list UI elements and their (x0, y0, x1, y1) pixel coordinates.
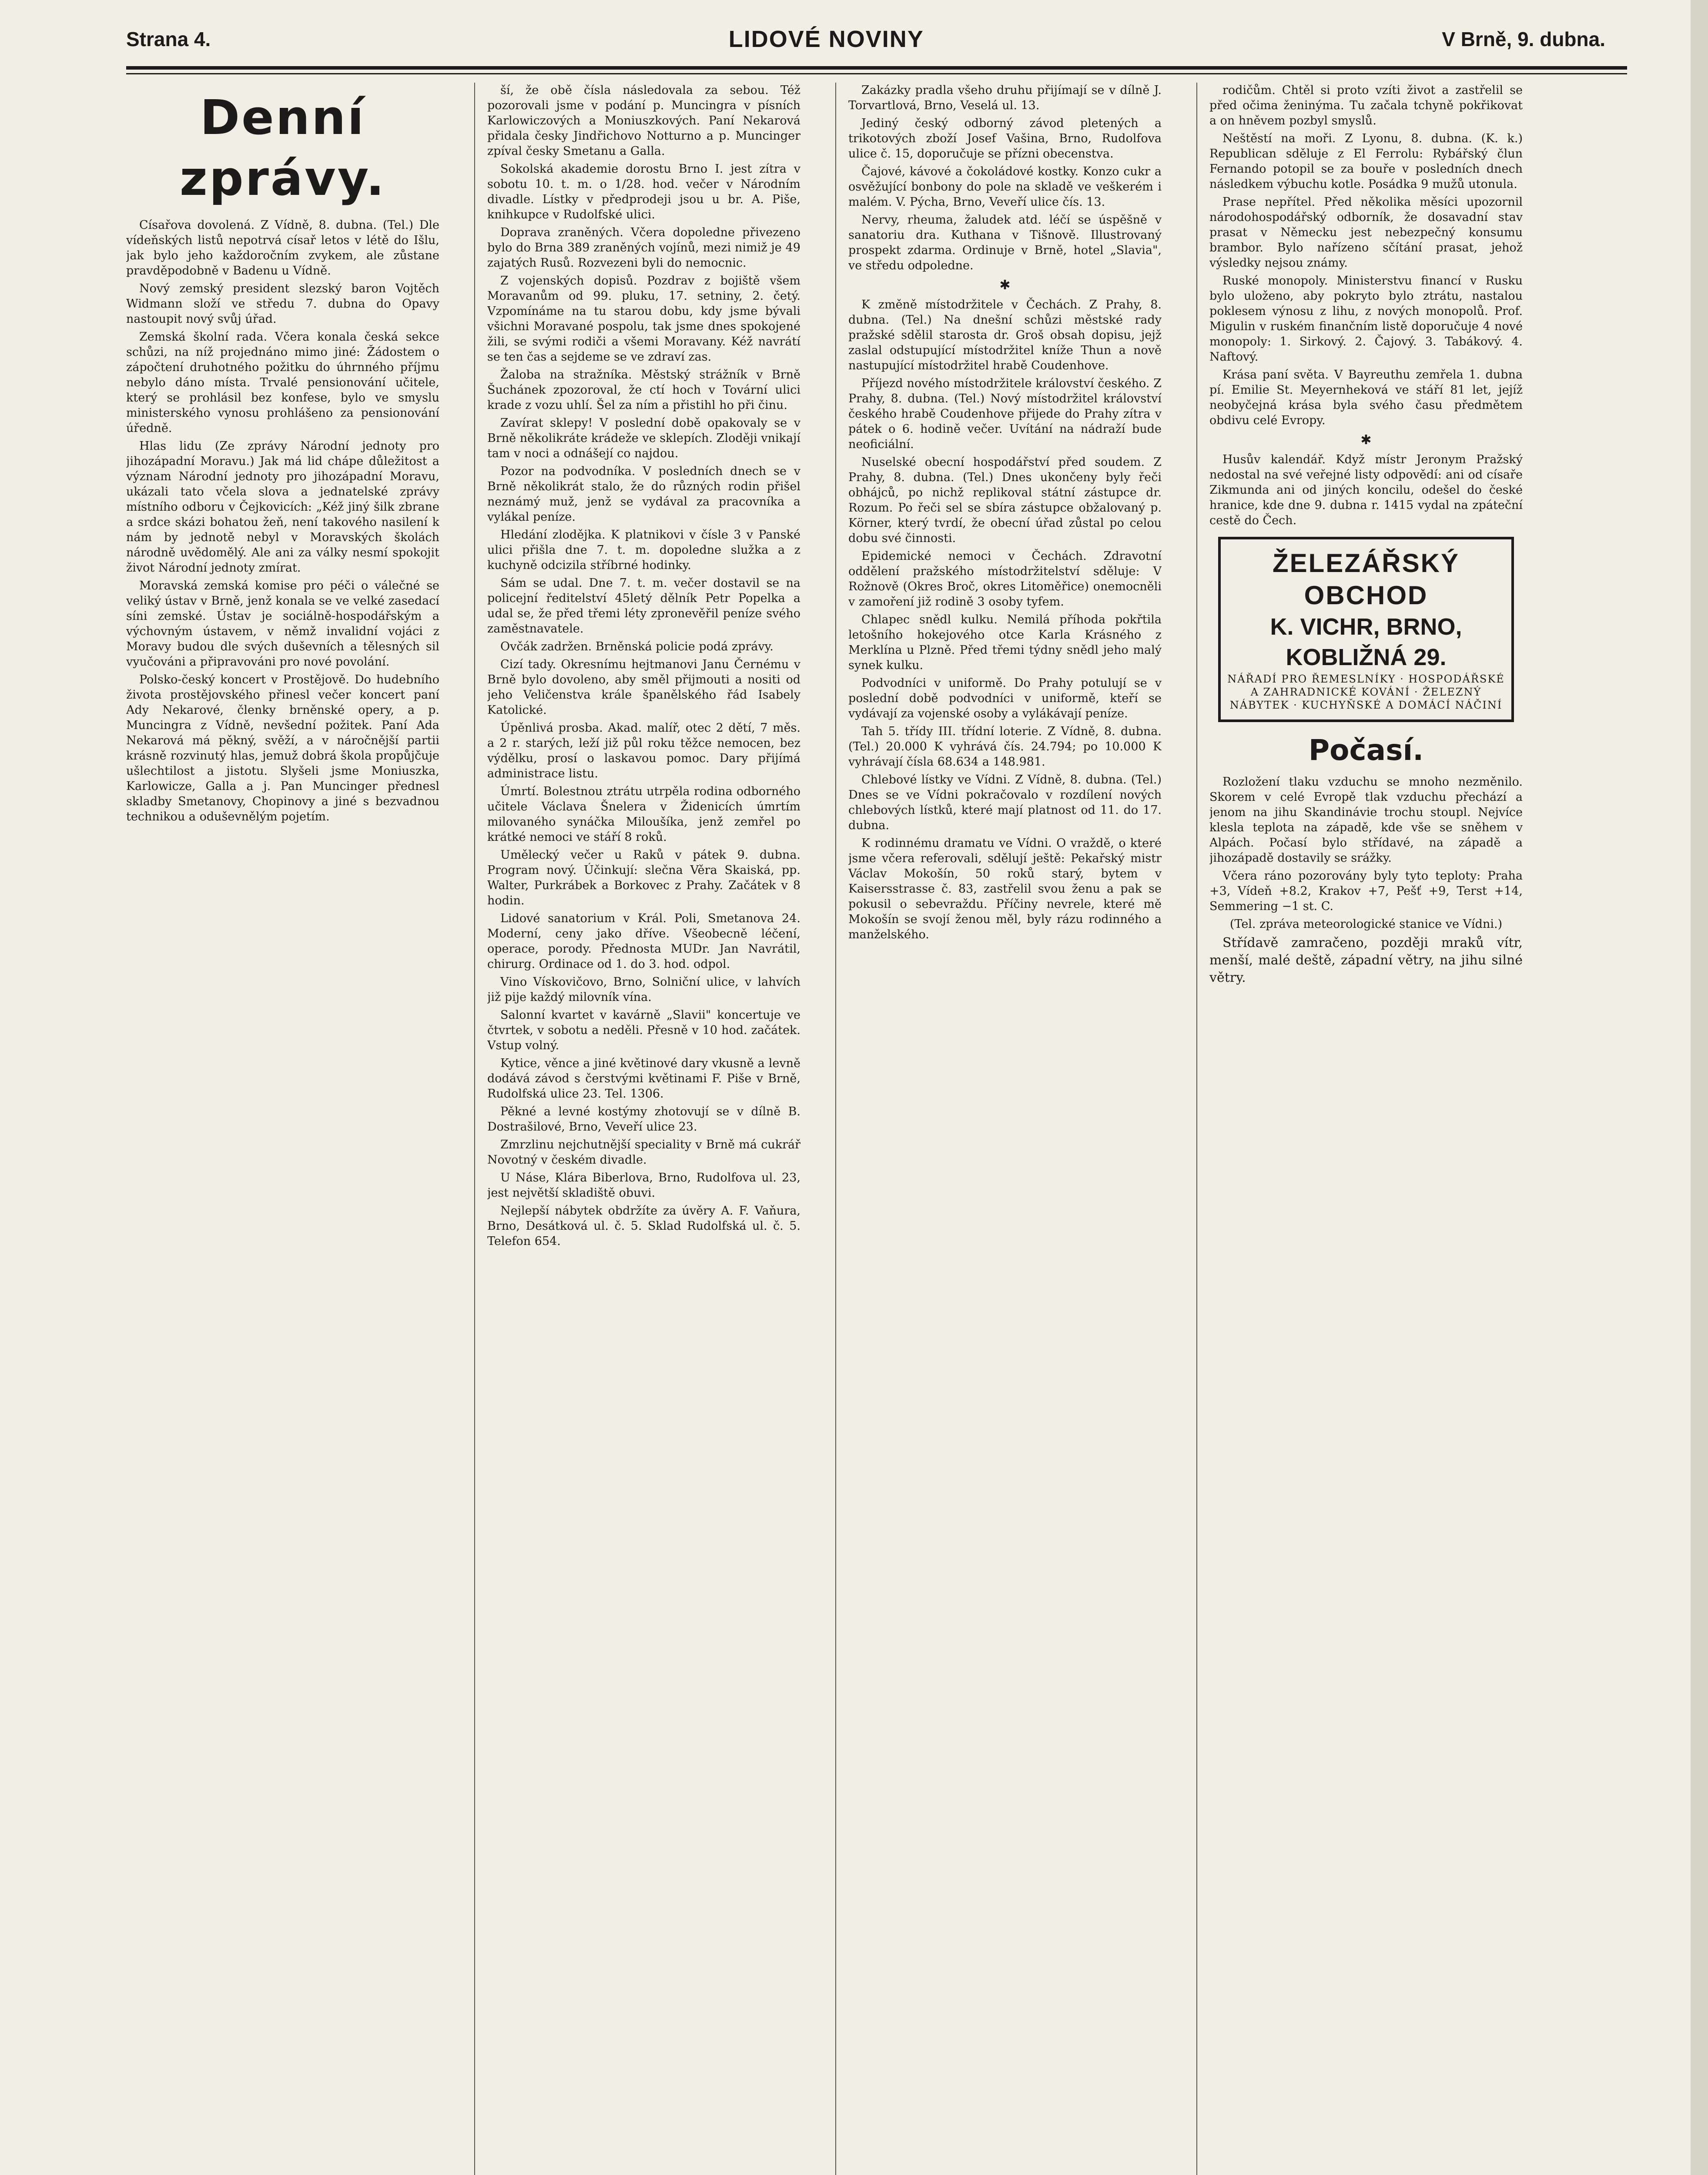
notice: Jediný český odborný závod pletených a trikotových zboží Josef Vašina, Brno, Rudolfova ulice č. 15, doporučuje se přízni obecenstva. (848, 117, 1162, 161)
section-title: Denní zprávy. (179, 90, 386, 206)
header-rule-thin (126, 73, 1627, 74)
weather-forecast: Střídavě zamračeno, později mraků vítr, menší, malé deště, západní větry, na jihu silné větry. (1209, 935, 1523, 985)
notice: Kytice, věnce a jiné květinové dary vkusně a levně dodává závod s čerstvými květinami F. Piše v Brně, Rudolfská ulice 23. Tel. 1306. (487, 1057, 800, 1101)
article: Prase nepřítel. Před několika měsíci upozornil národohospodářský odborník, že dosavadní stav prasat v Německu jest nebezpečný konsumu brambor. Bylo nařízeno sčítání prasat, jehož výsledky nejsou známy. (1209, 195, 1523, 270)
ad-goods: NÁŘADÍ PRO ŘEMESLNÍKY · HOSPODÁŘSKÉ A ZAHRADNICKÉ KOVÁNÍ · ŽELEZNÝ NÁBYTEK · KUCHYŇSKÉ A DOMÁCÍ NÁČINÍ (1227, 673, 1505, 711)
article: Císařova dovolená. Z Vídně, 8. dubna. (Tel.) Dle vídeňských listů nepotrvá císař letos v létě do Išlu, jak bylo jeho každoročním zvykem, ale zůstane pravděpodobně v Badenu u Vídně. (126, 218, 439, 278)
header-rule (126, 66, 1627, 70)
page-edge (1691, 0, 1708, 2175)
masthead: LIDOVÉ NOVINY (728, 26, 924, 52)
column-1 (126, 83, 439, 2175)
weather-temperatures: Včera ráno pozorovány byly tyto teploty: Praha +3, Vídeň +8.2, Krakov +7, Pešť +9, Terst +14, Semmering −1 st. C. (1209, 869, 1523, 913)
article: Krása paní světa. V Bayreuthu zemřela 1. dubna pí. Emilie St. Meyernheková ve stáří 81 let, jejíž neobyčejná krása byla svého času předmětem obdivu celé Evropy. (1209, 368, 1523, 427)
column-2 (487, 83, 800, 2175)
article: Nový zemský president slezský baron Vojtěch Widmann složí ve středu 7. dubna do Opavy nastoupit nový svůj úřad. (126, 282, 439, 326)
notice: Pěkné a levné kostýmy zhotovují se v dílně B. Dostrašilové, Brno, Veveří ulice 23. (487, 1105, 800, 1134)
article: Polsko-český koncert v Prostějově. Do hudebního života prostějovského přinesl večer koncert paní Ady Nekarové, členky brněnské opery, a p. Muncingra z Vídně, nevšední požitek. Paní Ada Nekarová má pěkný, svěží, a v náročnější partii krásně rozvinutý hlas, jemuž dobrá škola propůjčuje ušlechtilost a jistotu. Slyšeli jsme Moniuszka, Karlowicze, Galla a j. Pan Muncinger přednesl skladby Smetanovy, Chopinovy a jiné s bezvadnou technikou a oduševnělým pojetím. (126, 673, 439, 823)
article: Doprava zraněných. Včera dopoledne přivezeno bylo do Brna 389 zraněných vojínů, mezi nimiž je 49 zajatých Rusů. Rozvezeni byli do nemocnic. (487, 226, 800, 270)
article: Sám se udal. Dne 7. t. m. večer dostavil se na policejní ředitelství 45letý dělník Petr Popelka a udal se, že před třemi léty zpronevěřil peníze svého zaměstnavatele. (487, 576, 800, 636)
notice: Vino Vískovičovo, Brno, Solniční ulice, v lahvích již pije každý milovník vína. (487, 975, 800, 1004)
article: Sokolská akademie dorostu Brno I. jest zítra v sobotu 10. t. m. o 1/28. hod. večer v Národním divadle. Lístky v předprodeji jsou u br. A. Piše, knihkupce v Rudolfské ulici. (487, 162, 800, 221)
article: Tah 5. třídy III. třídní loterie. Z Vídně, 8. dubna. (Tel.) 20.000 K vyhrává čís. 24.794; po 10.000 K vyhrávají čísla 68.634 a 148.981. (848, 725, 1162, 769)
notice: Zakázky pradla všeho druhu přijímají se v dílně J. Torvartlová, Brno, Veselá ul. 13. (848, 84, 1162, 112)
column-divider (474, 83, 475, 2175)
newspaper-page (26, 17, 1682, 2175)
notice: Lidové sanatorium v Král. Poli, Smetanova 24. Moderní, ceny jako dříve. Všeobecně léčení, operace, porody. Přednosta MUDr. Jan Navrátil, chirurg. Ordinace od 1. do 3. hod. odpol. (487, 912, 800, 971)
article: Úmrtí. Bolestnou ztrátu utrpěla rodina odborného učitele Václava Šnelera v Židenicích úmrtím milovaného synáčka Miloušíka, jenž zemřel po krátké nemoci ve stáří 8 roků. (487, 785, 800, 844)
article: Chlapec snědl kulku. Nemilá příhoda pokřtila letošního hokejového otce Karla Krásného z Merklína u Plzně. Před třemi týdny snědl jeho malý synek kulku. (848, 613, 1162, 672)
notice: Salonní kvartet v kavárně „Slavii" koncertuje ve čtvrtek, v sobotu a neděli. Přesně v 10 hod. začátek. Vstup volný. (487, 1008, 800, 1052)
weather-report: Rozložení tlaku vzduchu se mnoho nezměnilo. Skorem v celé Evropě tlak vzduchu přechází a jenom na jihu Skandinávie trochu stoupl. Nejvíce klesla teplota na západě, kde vše se sněhem v Alpách. Počasí bylo střídavé, na západě a jihozápadě dostavily se srážky. (1209, 775, 1523, 865)
article: Epidemické nemoci v Čechách. Zdravotní oddělení pražského místodržitelství sděluje: V Rožnově (Okres Broč, okres Litoměřice) onemocněli v zamoření již rodině 3 osoby tyfem. (848, 549, 1162, 609)
article: Příjezd nového místodržitele království českého. Z Prahy, 8. dubna. (Tel.) Nový místodržitel království českého hrabě Coudenhove přijede do Prahy zítra v pátek o 6. hodině večer. Uvítání na nádraží bude neoficiální. (848, 377, 1162, 451)
ad-heading: ŽELEZÁŘSKÝ OBCHOD (1272, 549, 1460, 610)
article: Žaloba na stražníka. Městský strážník v Brně Šuchánek zpozoroval, že ctí hoch v Tovární ulici krade z vozu uhlí. Šel za ním a přistihl ho při činu. (487, 368, 800, 412)
weather-title: Počasí. (1308, 733, 1424, 767)
column-3 (848, 83, 1162, 2175)
hardware-store-advertisement (1218, 537, 1514, 722)
notice: Zmrzlinu nejchutnější speciality v Brně má cukrář Novotný v českém divadle. (487, 1138, 800, 1167)
article: K rodinnému dramatu ve Vídni. O vraždě, o které jsme včera referovali, sdělují ještě: Pekařský mistr Václav Mokošín, 50 roků starý, bytem v Kaisersstrasse č. 83, zastřelil svou ženu a pak se pokusil o sebevraždu. Příčiny nevrele, které mě Mokošín se svojí ženou měl, byly rázu rodinného a manželského. (848, 837, 1162, 941)
article: Hledání zlodějka. K platnikovi v čísle 3 v Panské ulici přišla dne 7. t. m. dopoledne služka a z kuchyně odcizila stříbrné hodinky. (487, 528, 800, 572)
article: Zavírat sklepy! V poslední době opakovaly se v Brně několikráte krádeže ve sklepích. Zloději vnikají tam v noci a odnášejí co najdou. (487, 416, 800, 460)
article: Nuselské obecní hospodářství před soudem. Z Prahy, 8. dubna. (Tel.) Dnes ukončeny byly řeči obhájců, po nichž replikoval státní zástupce dr. Rozum. Po řeči sel se sbíra zástupce obžalovaný p. Körner, který tvrdí, že obecní úřad zůstal po celou dobu své činnosti. (848, 455, 1162, 545)
weather-source: (Tel. zpráva meteorologické stanice ve Vídni.) (1229, 917, 1503, 931)
article: Chlebové lístky ve Vídni. Z Vídně, 8. dubna. (Tel.) Dnes se ve Vídni pokračovalo v rozdílení nových chlebových lístků, které mají platnost od 11. do 17. dubna. (848, 773, 1162, 832)
column-divider (1196, 83, 1197, 2175)
separator-star: ✱ (999, 278, 1011, 293)
article: Ovčák zadržen. Brněnská policie podá zprávy. (500, 640, 774, 653)
notice: Nejlepší nábytek obdržíte za úvěry A. F. Vaňura, Brno, Desátková ul. č. 5. Sklad Rudolfská ul. č. 5. Telefon 654. (487, 1204, 800, 1248)
page-header (126, 17, 1605, 61)
notice: Nervy, rheuma, žaludek atd. léčí se úspěšně v sanatoriu dra. Kuthana v Tišnově. Illustrovaný prospekt zdarma. Ordinuje v Brně, hotel „Slavia", ve středu odpoledne. (848, 213, 1162, 272)
article: Husův kalendář. Když místr Jeronym Pražský nedostal na své veřejné listy odpovědí: ani od císaře Zikmunda ani od jiných koncilu, odešel do české hranice, kde dne 9. dubna r. 1415 vydal na zpáteční cestě do Čech. (1209, 453, 1523, 527)
column-divider (835, 83, 836, 2175)
article: Z vojenských dopisů. Pozdrav z bojiště všem Moravanům od 99. pluku, 17. setniny, 2. četý. Vzpomínáme na tu starou dobu, kdy jsme bývali všichni Moravané pospolu, tak jsme dnes spokojené žili, se svými rodiči a všemi Moravany. Kéž navrátí se ten čas a sejdeme se ve zdraví zas. (487, 274, 800, 364)
article: Podvodníci v uniformě. Do Prahy potulují se v poslední době podvodníci v uniformě, kteří se vydávají za vojenské osoby a vylákávají peníze. (848, 676, 1162, 720)
separator-star: ✱ (1360, 432, 1372, 448)
article: Neštěstí na moři. Z Lyonu, 8. dubna. (K. k.) Republican sděluje z El Ferrolu: Rybářský člun Fernando potopil se za bouře v posledních dnech následkem výbuchu kotle. Posádka 9 mužů utonula. (1209, 132, 1523, 191)
page-number: Strana 4. (126, 28, 211, 50)
article: Moravská zemská komise pro péči o válečné se veliký ústav v Brně, jenž konala se ve velké zasedací síni zemské. Ústav je sociálně-hospodářským a výchovným ústavem, v němž invalidní vojáci z Moravy budou dle svých duševních a tělesných sil vyučováni a připravováni pro nové povolání. (126, 579, 439, 669)
notice: Čajové, kávové a čokoládové kostky. Konzo cukr a osvěžující bonbony do pole na skladě ve veškerém i malém. V. Pýcha, Brno, Veveří ulice čís. 13. (848, 165, 1162, 209)
column-4 (1209, 83, 1523, 2175)
article: Pozor na podvodníka. V posledních dnech se v Brně několikrát stalo, že do různých rodin přišel neznámý muž, jenž se vydával za pracovníka a vylákal peníze. (487, 465, 800, 524)
article: Ruské monopoly. Ministerstvu financí v Rusku bylo uloženo, aby pokryto bylo ztrátu, nastalou poklesem výnosu z lihu, z nových monopolů. Prof. Migulin v ruském finančním listě doporučuje 4 nové monopoly: 1. Sirkový. 2. Čajový. 3. Tabákový. 4. Naftový. (1209, 274, 1523, 364)
article: K změně místodržitele v Čechách. Z Prahy, 8. dubna. (Tel.) Na dnešní schůzi městské rady pražské sdělil starosta dr. Groš obsah dopisu, jejž zaslal odstupující místodržitel kníže Thun a nově nastupující místodržitel hrabě Coudenhove. (848, 298, 1162, 372)
article: Hlas lidu (Ze zprávy Národní jednoty pro jihozápadní Moravu.) Jak má lid chápe důležitost a význam Národní jednoty pro jihozápadní Moravu, ukázali tato včela slova a jednatelské zprávy místního odboru v Čejkovicích: „Kéž jiný šilk zbrane a srdce skázi bohatou žeň, není takového nasilení k nám by jednotě nebyl v Moravských školách národně uvědomělý. Ale ani za války nesmí spokojit život Národní jednoty zmírat. (126, 439, 439, 575)
notice: U Náse, Klára Biberlova, Brno, Rudolfova ul. 23, jest největší skladiště obuvi. (487, 1171, 800, 1200)
notice: Umělecký večer u Raků v pátek 9. dubna. Program nový. Účinkují: slečna Věra Skaiská, pp. Walter, Purkrábek a Borkovec z Prahy. Začátek v 8 hodin. (487, 848, 800, 907)
ad-address: K. VICHR, BRNO, KOBLIŽNÁ 29. (1270, 614, 1462, 670)
article: ší, že obě čísla následovala za sebou. Též pozorovali jsme v podání p. Muncingra v písních Karlowiczových a Moniuszkových. Paní Nekarová přidala česky Jindřichovo Notturno a p. Muncinger zpíval česky Smetanu a Galla. (487, 84, 800, 158)
article: Úpěnlivá prosba. Akad. malíř, otec 2 dětí, 7 měs. a 2 r. starých, leží již půl roku těžce nemocen, bez výdělku, prosí o laskavou pomoc. Dary přijímá administrace listu. (487, 721, 800, 780)
dateline: V Brně, 9. dubna. (1442, 28, 1605, 50)
article: rodičům. Chtěl si proto vzíti život a zastřelil se před očima ženinýma. Tu začala tchyně pokřikovat a on hněvem pozbyl smyslů. (1209, 84, 1523, 127)
article: Cizí tady. Okresnímu hejtmanovi Janu Černému v Brně bylo dovoleno, aby směl přijmouti a nositi od jeho Veličenstva krále španělského řád Isabely Katolické. (487, 658, 800, 717)
article: Zemská školní rada. Včera konala česká sekce schůzi, na níž projednáno mimo jiné: Žádostem o zápočtení druhotného požitku do úhrnného příjmu nebylo dáno místa. Trvalé pensionování učitele, který se prohlásil bez konfese, bylo ve smyslu ministerského vynosu prohlášeno za pensionování úředně. (126, 330, 439, 435)
